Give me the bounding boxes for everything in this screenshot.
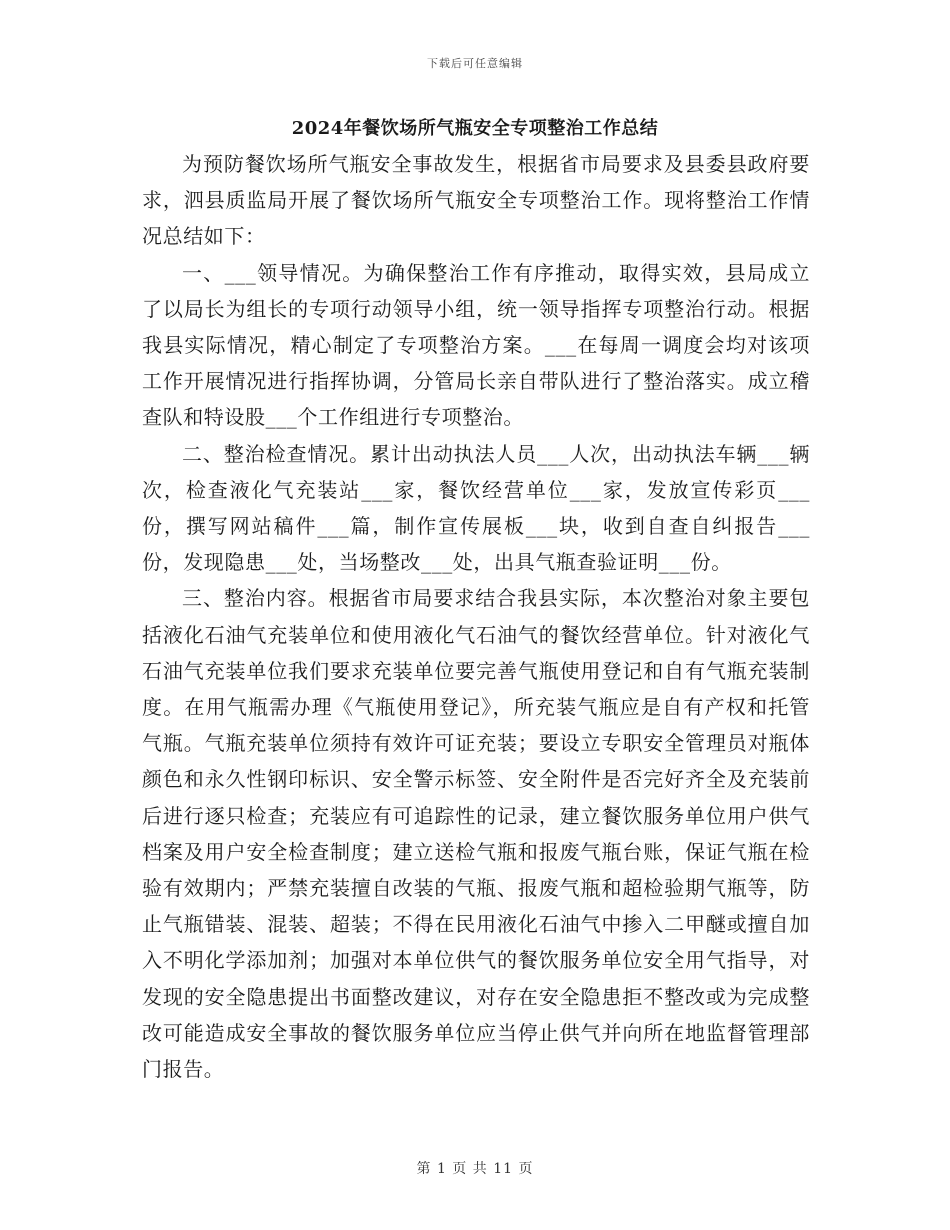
paragraph-leadership: 一、___领导情况。为确保整治工作有序推动，取得实效，县局成立了以局长为组长的专项行动领导小组，统一领导指挥专项整治行动。根据我县实际情况，精心制定了专项整治方案。___在每周一调度会均对该项工作开展情况进行指挥协调，分管局长亲自带队进行了整治落实。成立稽查队和特设股___个工作组进行专项整治。 bbox=[142, 260, 810, 430]
document-title: 2024年餐饮场所气瓶安全专项整治工作总结 bbox=[291, 118, 659, 139]
header-note: 下载后可任意编辑 bbox=[427, 57, 523, 70]
page-number-footer: 第 1 页 共 11 页 bbox=[416, 1161, 534, 1177]
paragraph-content: 三、整治内容。根据省市局要求结合我县实际，本次整治对象主要包括液化石油气充装单位和使用液化气石油气的餐饮经营单位。针对液化气石油气充装单位我们要求充装单位要完善气瓶使用登记和自有气瓶充装制度。在用气瓶需办理《气瓶使用登记》，所充装气瓶应是自有产权和托管气瓶。气瓶充装单位须持有效许可证充装；要设立专职安全管理员对瓶体颜色和永久性钢印标识、安全警示标签、安全附件是否完好齐全及充装前后进行逐只检查；充装应有可追踪性的记录，建立餐饮服务单位用户供气档案及用户安全检查制度；建立送检气瓶和报废气瓶台账，保证气瓶在检验有效期内；严禁充装擅自改装的气瓶、报废气瓶和超检验期气瓶等，防止气瓶错装、混装、超装；不得在民用液化石油气中掺入二甲醚或擅自加入不明化学添加剂；加强对本单位供气的餐饮服务单位安全用气指导，对发现的安全隐患提出书面整改建议，对存在安全隐患拒不整改或为完成整改可能造成安全事故的餐饮服务单位应当停止供气并向所在地监督管理部门报告。 bbox=[142, 586, 810, 1082]
paragraph-intro: 为预防餐饮场所气瓶安全事故发生，根据省市局要求及县委县政府要求，泗县质监局开展了餐饮场所气瓶安全专项整治工作。现将整治工作情况总结如下： bbox=[142, 152, 810, 249]
document-body bbox=[142, 146, 810, 1087]
paragraph-inspection: 二、整治检查情况。累计出动执法人员___人次，出动执法车辆___辆次，检查液化气充装站___家，餐饮经营单位___家，发放宣传彩页___份，撰写网站稿件___篇，制作宣传展板___块，收到自查自纠报告___份，发现隐患___处，当场整改___处，出具气瓶查验证明___份。 bbox=[142, 441, 810, 575]
